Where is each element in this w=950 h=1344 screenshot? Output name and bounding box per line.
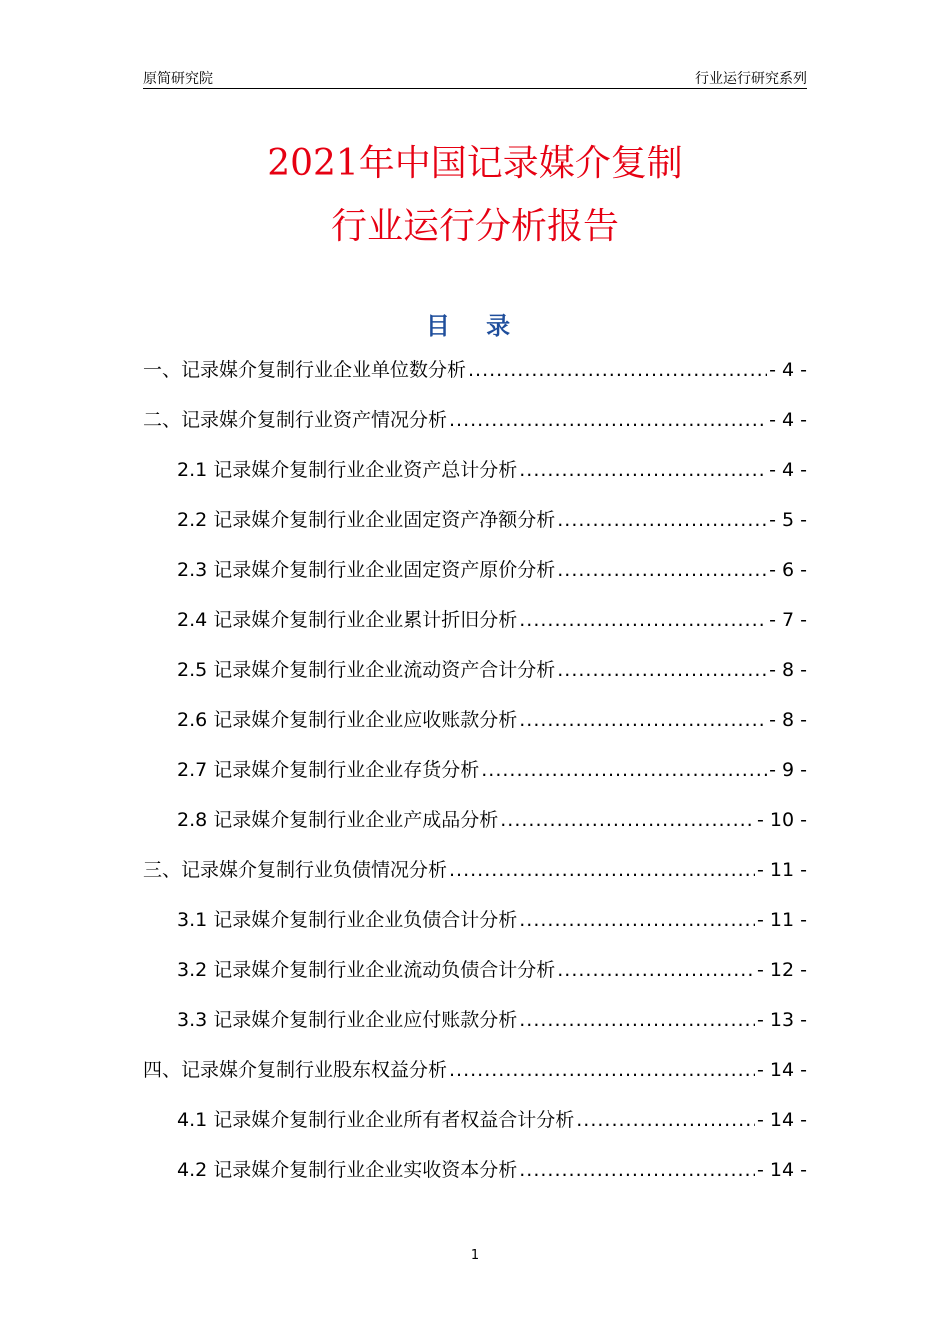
toc-entry[interactable]	[143, 955, 807, 1005]
toc-entry-label: 3.3 记录媒介复制行业企业应付账款分析	[177, 1009, 518, 1031]
toc-entry-page: - 13 -	[757, 1009, 807, 1031]
toc-heading: 目 录	[425, 312, 525, 340]
table-of-contents	[143, 355, 807, 1205]
toc-entry[interactable]	[143, 905, 807, 955]
toc-entry[interactable]	[143, 1055, 807, 1105]
toc-entry-page: - 12 -	[757, 959, 807, 981]
toc-entry-page: - 11 -	[757, 909, 807, 931]
toc-entry-label: 2.2 记录媒介复制行业企业固定资产净额分析	[177, 509, 556, 531]
toc-entry-label: 3.2 记录媒介复制行业企业流动负债合计分析	[177, 959, 556, 981]
toc-entry-label: 4.2 记录媒介复制行业企业实收资本分析	[177, 1159, 518, 1181]
toc-entry-page: - 14 -	[757, 1109, 807, 1131]
toc-dot-leader	[519, 709, 767, 731]
toc-entry-label: 4.1 记录媒介复制行业企业所有者权益合计分析	[177, 1109, 575, 1131]
toc-dot-leader	[519, 909, 755, 931]
toc-entry[interactable]	[143, 1105, 807, 1155]
toc-entry[interactable]	[143, 1005, 807, 1055]
toc-entry[interactable]	[143, 855, 807, 905]
toc-entry-page: - 7 -	[769, 609, 807, 631]
toc-entry[interactable]	[143, 405, 807, 455]
toc-entry-page: - 6 -	[769, 559, 807, 581]
toc-dot-leader	[468, 359, 767, 381]
toc-entry-page: - 11 -	[757, 859, 807, 881]
toc-entry[interactable]	[143, 355, 807, 405]
toc-entry-label: 2.3 记录媒介复制行业企业固定资产原价分析	[177, 559, 556, 581]
header-series: 行业运行研究系列	[695, 71, 807, 87]
toc-entry-page: - 9 -	[769, 759, 807, 781]
toc-entry-label: 四、记录媒介复制行业股东权益分析	[143, 1059, 448, 1081]
toc-entry-label: 二、记录媒介复制行业资产情况分析	[143, 409, 448, 431]
toc-dot-leader	[449, 409, 767, 431]
toc-entry-page: - 4 -	[769, 459, 807, 481]
report-title-line1: 2021年中国记录媒介复制	[267, 143, 683, 184]
page-header	[143, 66, 807, 89]
toc-entry[interactable]	[143, 755, 807, 805]
toc-entry-label: 2.1 记录媒介复制行业企业资产总计分析	[177, 459, 518, 481]
toc-entry-page: - 8 -	[769, 709, 807, 731]
toc-entry-page: - 14 -	[757, 1159, 807, 1181]
toc-entry[interactable]	[143, 655, 807, 705]
toc-entry-page: - 5 -	[769, 509, 807, 531]
toc-entry-label: 三、记录媒介复制行业负债情况分析	[143, 859, 448, 881]
toc-entry[interactable]	[143, 705, 807, 755]
toc-entry-label: 3.1 记录媒介复制行业企业负债合计分析	[177, 909, 518, 931]
toc-dot-leader	[519, 609, 767, 631]
toc-entry-label: 2.6 记录媒介复制行业企业应收账款分析	[177, 709, 518, 731]
toc-entry[interactable]	[143, 1155, 807, 1205]
toc-entry[interactable]	[143, 555, 807, 605]
toc-entry[interactable]	[143, 455, 807, 505]
toc-entry-page: - 10 -	[757, 809, 807, 831]
toc-entry[interactable]	[143, 505, 807, 555]
toc-dot-leader	[449, 859, 755, 881]
toc-dot-leader	[481, 759, 767, 781]
toc-dot-leader	[449, 1059, 755, 1081]
toc-entry-page: - 8 -	[769, 659, 807, 681]
report-title-line2: 行业运行分析报告	[330, 206, 619, 247]
toc-dot-leader	[519, 1009, 755, 1031]
toc-entry[interactable]	[143, 605, 807, 655]
toc-entry-label: 2.4 记录媒介复制行业企业累计折旧分析	[177, 609, 518, 631]
toc-dot-leader	[576, 1109, 755, 1131]
toc-entry[interactable]	[143, 805, 807, 855]
toc-dot-leader	[557, 959, 755, 981]
toc-entry-page: - 4 -	[769, 409, 807, 431]
toc-dot-leader	[557, 509, 767, 531]
toc-dot-leader	[500, 809, 755, 831]
toc-entry-page: - 14 -	[757, 1059, 807, 1081]
toc-dot-leader	[519, 1159, 755, 1181]
header-org: 原简研究院	[143, 71, 213, 87]
toc-dot-leader	[557, 659, 767, 681]
toc-entry-label: 2.8 记录媒介复制行业企业产成品分析	[177, 809, 499, 831]
toc-entry-label: 一、记录媒介复制行业企业单位数分析	[143, 359, 467, 381]
toc-dot-leader	[519, 459, 767, 481]
toc-entry-label: 2.7 记录媒介复制行业企业存货分析	[177, 759, 480, 781]
page-number: 1	[470, 1248, 480, 1263]
toc-dot-leader	[557, 559, 767, 581]
toc-entry-page: - 4 -	[769, 359, 807, 381]
toc-entry-label: 2.5 记录媒介复制行业企业流动资产合计分析	[177, 659, 556, 681]
